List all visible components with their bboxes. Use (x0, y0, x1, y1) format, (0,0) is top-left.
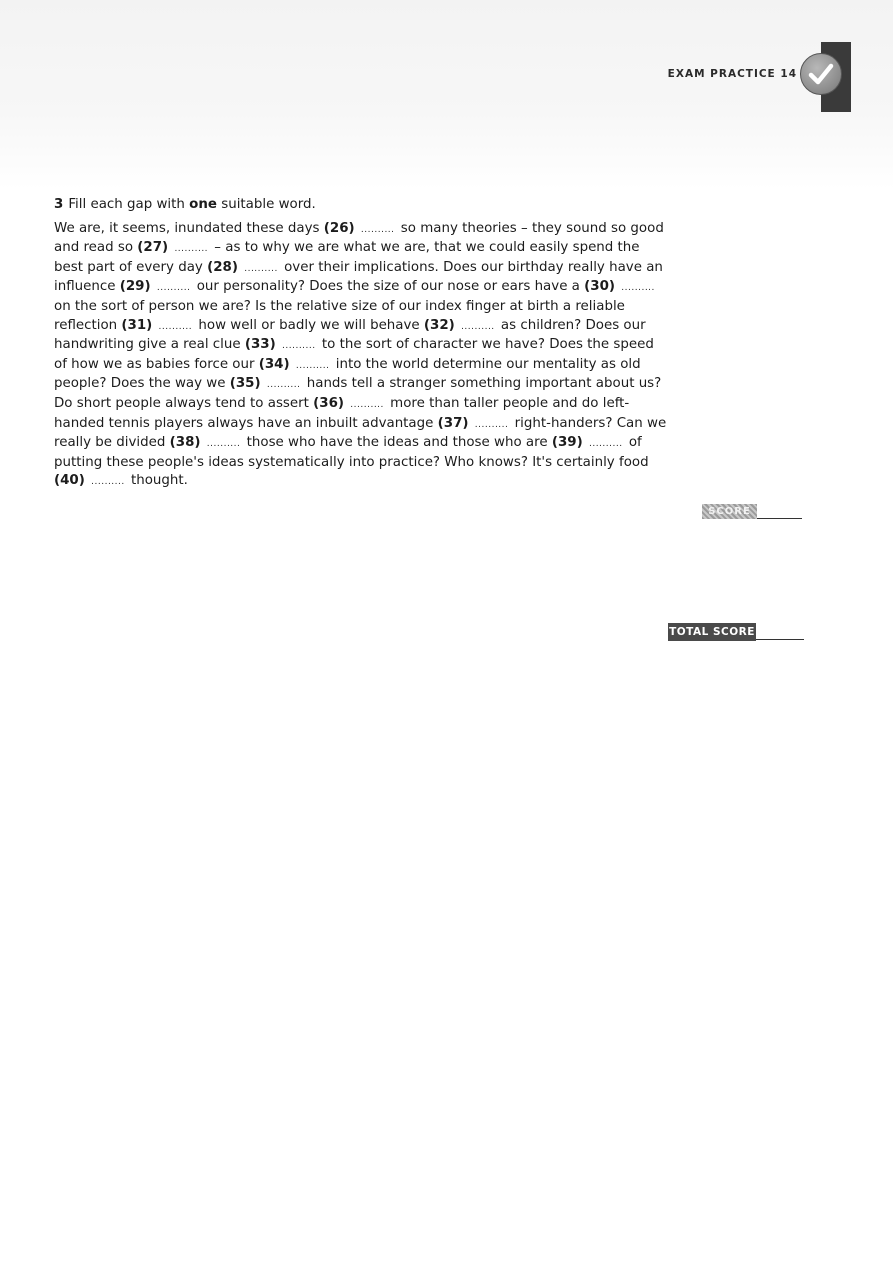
gap-blank[interactable]: .......... (156, 283, 191, 294)
gap-number: (39) (551, 435, 583, 451)
gap-blank[interactable]: .......... (461, 321, 495, 332)
passage-text: how well or badly we will behave (194, 317, 424, 333)
checkmark-icon (800, 53, 842, 95)
gap-blank[interactable]: .......... (91, 477, 125, 488)
passage-text: as children? Does our handwriting give a real clue (54, 317, 646, 353)
instruction-text-pre: Fill each gap with (68, 197, 190, 212)
gap-number: (31) (121, 317, 153, 333)
score-write-line (757, 518, 802, 519)
gap-number: (29) (119, 279, 151, 295)
gap-blank[interactable]: .......... (266, 380, 301, 391)
gap-number: (35) (229, 376, 261, 392)
instruction-text-post: suitable word. (216, 197, 316, 212)
gap-number: (33) (244, 337, 276, 353)
passage-text: on the sort of person we are? Is the relative size of our index finger at birth a reliable reflection (54, 298, 625, 333)
gap-blank[interactable]: .......... (295, 360, 330, 371)
gap-blank[interactable]: .......... (350, 399, 384, 410)
passage-text: to the sort of character we have? Does the speed of how we as babies force our (54, 337, 654, 372)
gap-blank[interactable]: .......... (621, 283, 655, 294)
total-score-label: TOTAL SCORE (668, 623, 756, 641)
gap-number: (32) (423, 317, 455, 333)
page-top-shade (0, 0, 893, 190)
gap-blank[interactable]: .......... (474, 419, 509, 430)
gap-number: (28) (207, 259, 238, 275)
passage-text: We are, it seems, inundated these days (54, 220, 324, 236)
score-label: SCORE (702, 504, 757, 519)
passage-text: right-handers? Can we really be divided (54, 415, 667, 451)
total-score-box (668, 623, 804, 641)
passage-text: over their implications. Does our birthday really have an influence (54, 259, 663, 295)
gap-number: (38) (169, 435, 201, 451)
score-box (702, 504, 802, 520)
gap-number: (40) (54, 473, 85, 489)
gap-blank[interactable]: .......... (158, 321, 193, 332)
gap-blank[interactable]: .......... (588, 439, 623, 450)
passage-text: more than taller people and do left-handed tennis players always have an inbuilt advantage (54, 395, 630, 431)
gap-blank[interactable]: .......... (282, 341, 316, 352)
gap-number: (30) (584, 279, 616, 295)
passage-text: hands tell a stranger something important about us? Do short people always tend to assert (54, 376, 662, 411)
gap-number: (26) (323, 220, 355, 236)
passage-text: thought. (126, 473, 188, 489)
gap-blank[interactable]: .......... (174, 244, 209, 255)
passage-text: those who have the ideas and those who are (242, 435, 552, 451)
exercise-instruction (54, 196, 669, 215)
gap-number: (37) (437, 415, 469, 431)
cloze-passage (54, 220, 669, 492)
instruction-text-bold: one (189, 197, 217, 212)
gap-number: (27) (137, 240, 169, 256)
total-score-write-line (756, 639, 804, 640)
passage-text: so many theories – they sound so good and read so (54, 220, 664, 256)
passage-text: our personality? Does the size of our nose or ears have a (192, 279, 585, 295)
gap-blank[interactable]: .......... (360, 224, 395, 235)
gap-blank[interactable]: .......... (244, 263, 278, 274)
exercise-3 (54, 196, 669, 492)
passage-text: into the world determine our mentality as old people? Does the way we (54, 356, 641, 392)
gap-blank[interactable]: .......... (206, 439, 241, 450)
passage-text: of putting these people's ideas systematically into practice? Who knows? It's certainly food (54, 435, 649, 470)
exercise-number: 3 (54, 197, 64, 212)
gap-number: (34) (258, 356, 290, 372)
gap-number: (36) (313, 395, 345, 411)
page-header-title: EXAM PRACTICE 14 (667, 68, 797, 80)
passage-text: – as to why we are what we are, that we could easily spend the best part of every day (54, 240, 640, 275)
